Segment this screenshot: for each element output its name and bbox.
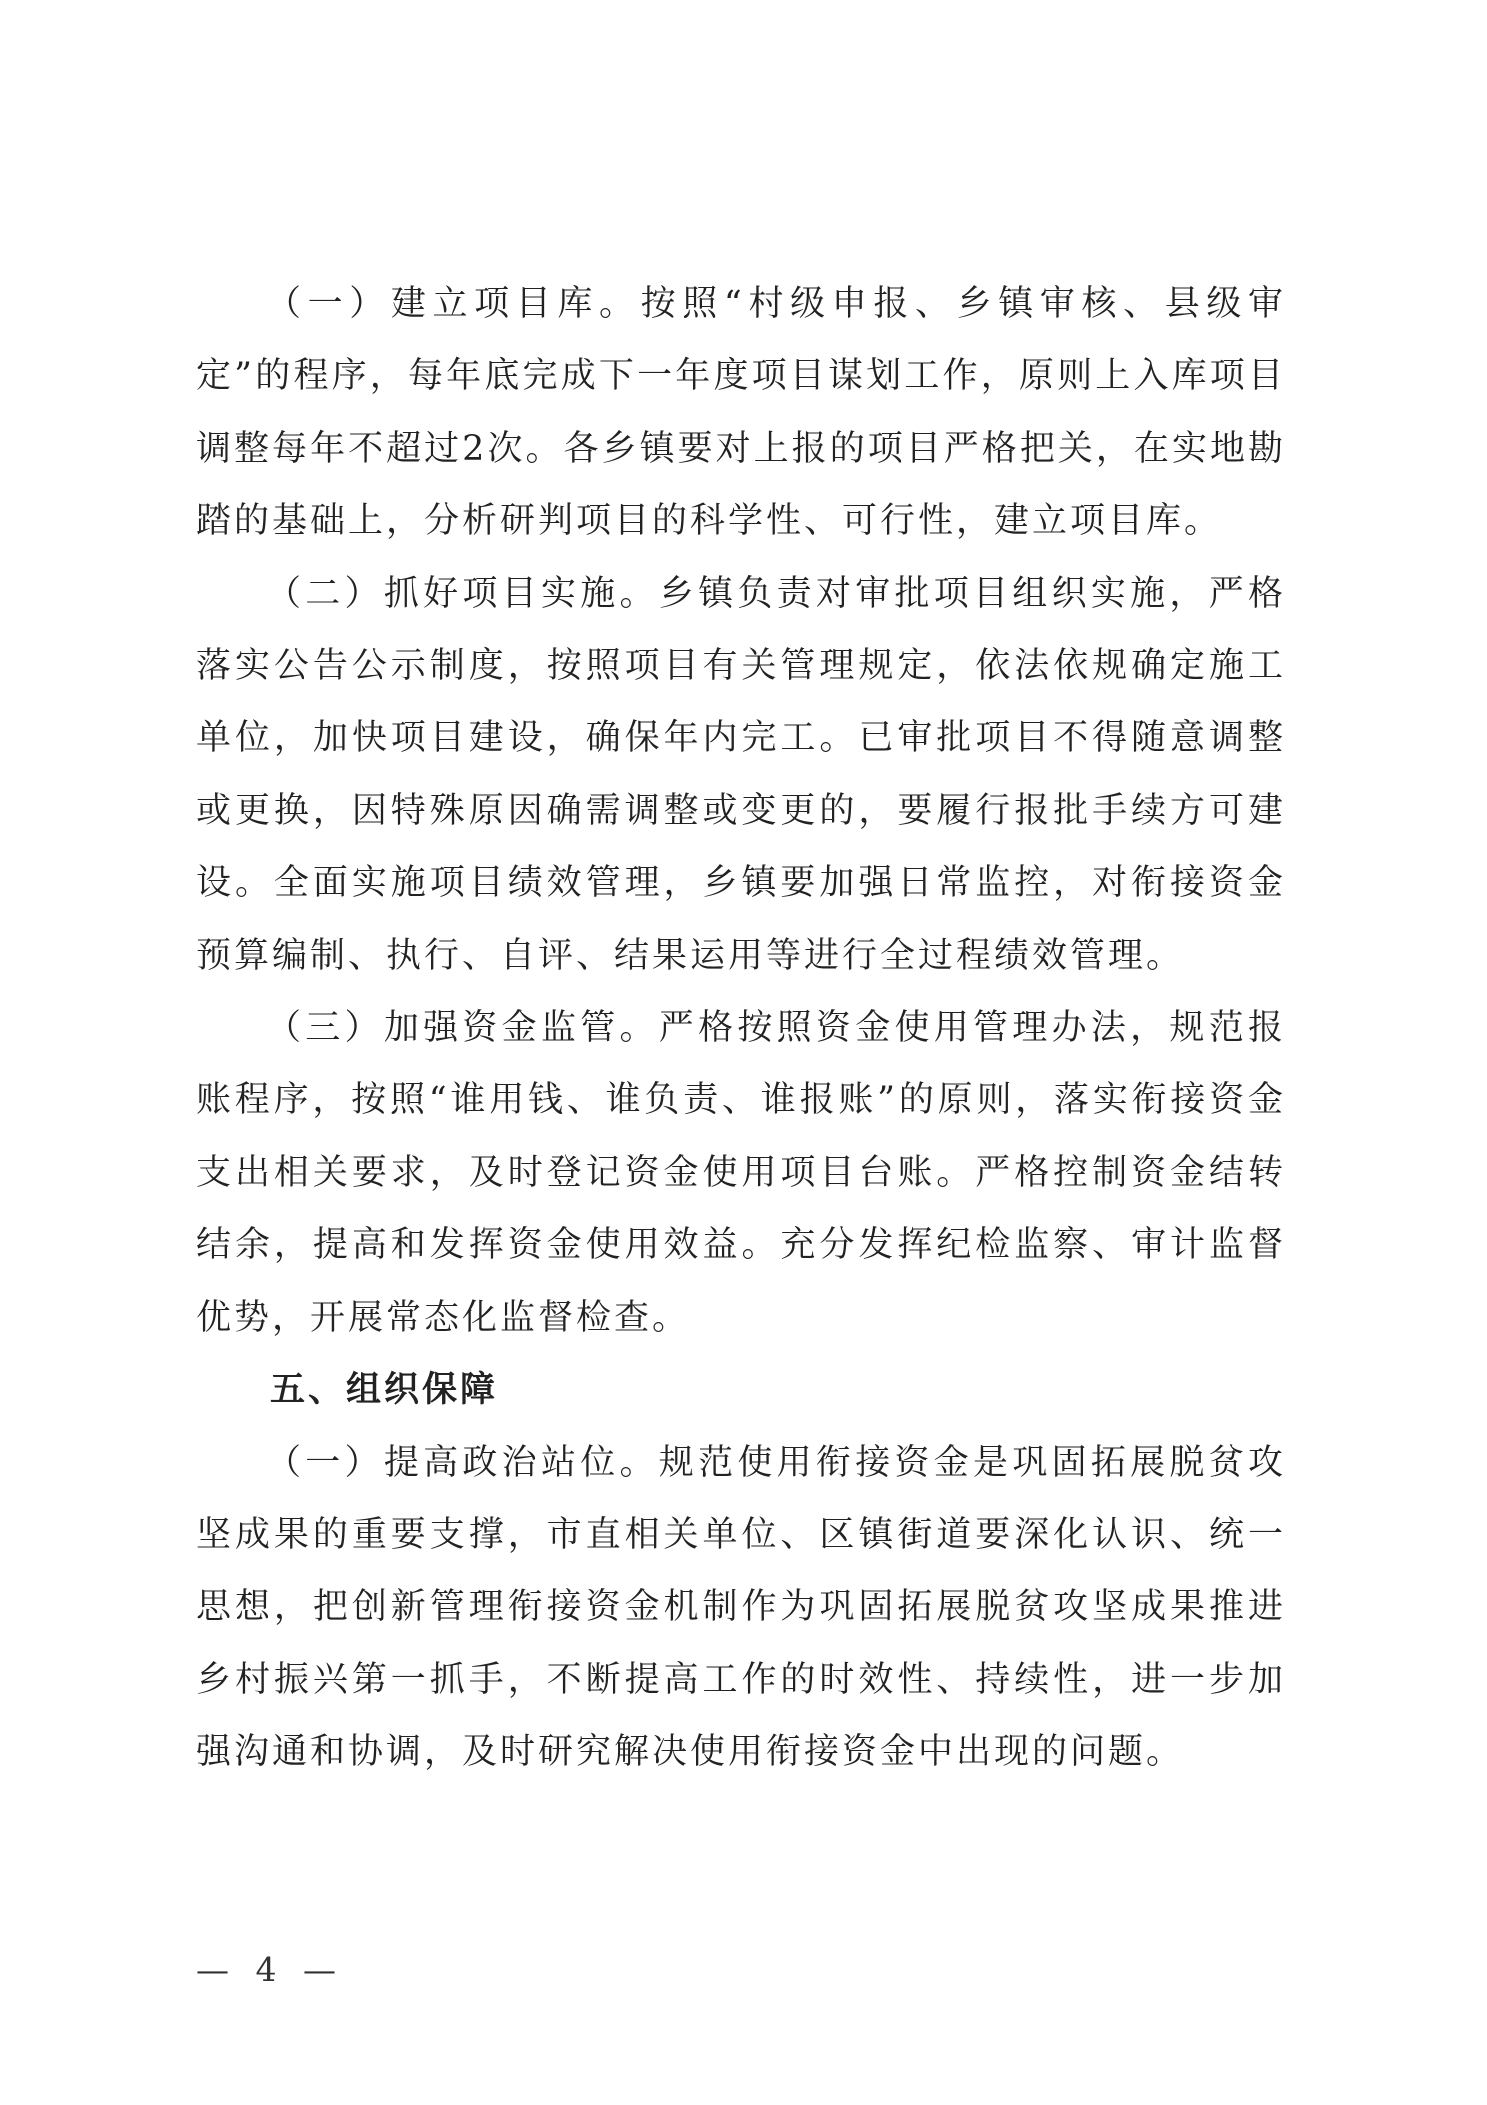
section-heading-organizational-guarantee: 五、组织保障 xyxy=(270,1370,499,1411)
paragraph-build-project-library: （一）建立项目库。按照“村级申报、乡镇审核、县级审定”的程序，每年底完成下一年度项目谋划工作，原则上入库项目调整每年不超过2次。各乡镇要对上报的项目严格把关，在实地勘踏的基础上，分析研判项目的科学性、可行性，建立项目库。 xyxy=(196,284,1286,542)
paragraph-political-standing: （一）提高政治站位。规范使用衔接资金是巩固拓展脱贫攻坚成果的重要支撑，市直相关单位、区镇街道要深化认识、统一思想，把创新管理衔接资金机制作为巩固拓展脱贫攻坚成果推进乡村振兴第一抓手，不断提高工作的时效性、持续性，进一步加强沟通和协调，及时研究解决使用衔接资金中出现的问题。 xyxy=(196,1442,1286,1773)
page-number: — 4 — xyxy=(196,1950,344,1989)
paragraph-project-implementation: （二）抓好项目实施。乡镇负责对审批项目组织实施，严格落实公告公示制度，按照项目有关管理规定，依法依规确定施工单位，加快项目建设，确保年内完工。已审批项目不得随意调整或更换，因特殊原因确需调整或变更的，要履行报批手续方可建设。全面实施项目绩效管理，乡镇要加强日常监控，对衔接资金预算编制、执行、自评、结果运用等进行全过程绩效管理。 xyxy=(196,573,1286,976)
paragraph-fund-supervision: （三）加强资金监管。严格按照资金使用管理办法，规范报账程序，按照“谁用钱、谁负责、谁报账”的原则，落实衔接资金支出相关要求，及时登记资金使用项目台账。严格控制资金结转结余，提高和发挥资金使用效益。充分发挥纪检监察、审计监督优势，开展常态化监督检查。 xyxy=(196,1008,1286,1338)
document-body xyxy=(196,268,1286,1789)
